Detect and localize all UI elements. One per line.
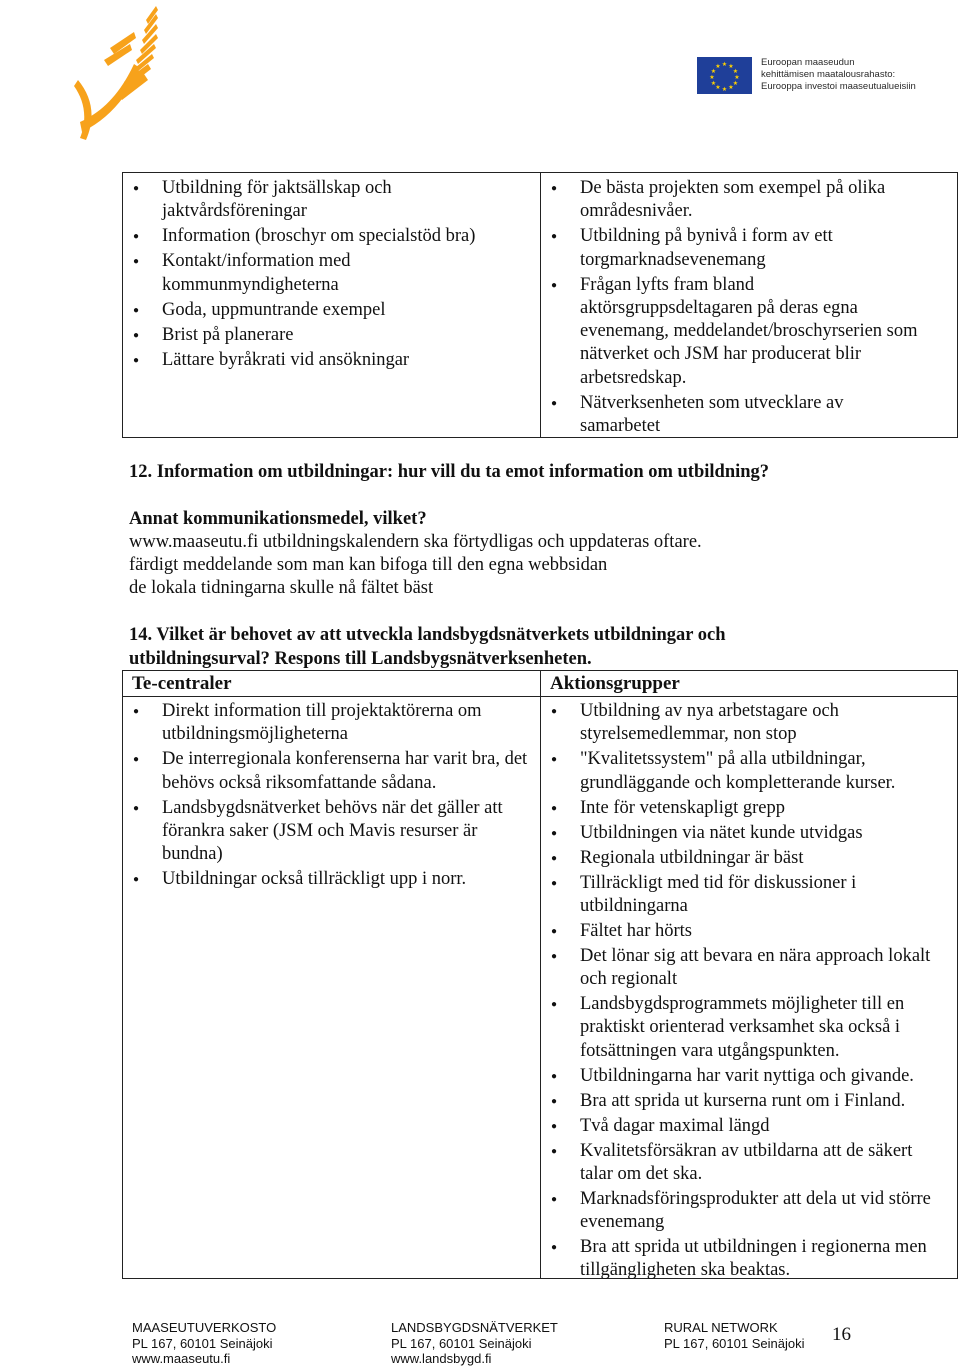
list-item: ● Goda, uppmuntrande exempel (123, 299, 540, 322)
table-header-row (123, 671, 957, 697)
list-item: ● Bra att sprida ut kurserna runt om i Finland. (541, 1090, 949, 1113)
list-item: ● Kontakt/information med kommunmyndigheterna (123, 250, 540, 297)
list-item: ● Regionala utbildningar är bäst (541, 847, 949, 870)
list-item: ● Kvalitetsförsäkran av utbildarna att de säkert talar om det ska. (541, 1140, 949, 1187)
footer-rural-network (664, 1320, 804, 1351)
svg-text:★: ★ (732, 68, 739, 75)
eu-funding-banner (697, 55, 937, 97)
list-item: ● Två dagar maximal längd (541, 1115, 949, 1138)
section-12-line: www.maaseutu.fi utbildningskalendern ska förtydligas och uppdateras oftare. (129, 532, 702, 552)
svg-text:★: ★ (709, 74, 715, 81)
footer-org-name: RURAL NETWORK (664, 1320, 778, 1335)
footer-address: PL 167, 60101 Seinäjoki (132, 1335, 273, 1351)
list-item: ● Marknadsföringsprodukter att dela ut vid större evenemang (541, 1188, 949, 1235)
footer-maaseutuverkosto (132, 1320, 276, 1367)
table-divider (540, 671, 541, 696)
list-item: ● Utbildningar också tillräckligt upp i norr. (123, 868, 532, 891)
maaseutuverkosto-logo (74, 2, 164, 142)
list-item: ● Utbildning på bynivå i form av ett torgmarknadsevenemang (541, 225, 957, 272)
feedback-table-bottom (122, 670, 958, 1279)
svg-text:★: ★ (715, 63, 721, 70)
svg-text:★: ★ (721, 61, 728, 68)
list-item: ● Fältet har hörts (541, 920, 949, 943)
list-item: ● Brist på planerare (123, 324, 540, 347)
list-item: ● Bra att sprida ut utbildningen i regionerna men tillgängligheten ska beaktas. (541, 1236, 949, 1283)
section-14-heading-cont: utbildningsurval? Respons till Landsbygsnätverksenheten. (129, 649, 592, 669)
list-item: ● Inte för vetenskapligt grepp (541, 797, 949, 820)
list-item: ● Utbildningarna har varit nyttiga och givande. (541, 1065, 949, 1088)
list-item: ● Frågan lyfts fram bland aktörsgruppsdeltagaren på deras egna evenemang, meddelandet/broschyrserien som nätverket och JSM har producerat blir arbetsredskap. (541, 274, 957, 390)
list-item: ● Landsbygdsnätverket behövs när det gäller att förankra saker (JSM och Mavis resurser är bundna) (123, 797, 532, 867)
list-item: ● "Kvalitetssystem" på alla utbildningar, grundläggande och kompletterande kurser. (541, 748, 949, 795)
list-item: ● Nätverksenheten som utvecklare av samarbetet (541, 392, 957, 439)
list-item: ● Direkt information till projektaktörerna om utbildningsmöjligheterna (123, 700, 532, 747)
footer-address: PL 167, 60101 Seinäjoki (391, 1335, 532, 1351)
list-item: ● Tillräckligt med tid för diskussioner i utbildningarna (541, 872, 949, 919)
svg-text:★: ★ (732, 80, 739, 87)
eu-funding-text (761, 57, 916, 93)
list-item: ● Information (broschyr om specialstöd bra) (123, 225, 540, 248)
eu-flag-icon (697, 57, 752, 94)
table-header-aktionsgrupper: Aktionsgrupper (550, 673, 680, 694)
svg-text:★: ★ (721, 86, 728, 93)
svg-text:★: ★ (710, 68, 717, 75)
svg-text:★: ★ (715, 84, 721, 91)
feedback-table-top (122, 172, 958, 438)
svg-text:★: ★ (734, 74, 740, 81)
table-header-te-centraler: Te-centraler (132, 673, 232, 694)
table-column-right (540, 696, 957, 1281)
table-column-left (123, 173, 540, 437)
table-column-left (123, 696, 540, 1278)
list-item: ● Utbildning av nya arbetstagare och styrelsemedlemmar, non stop (541, 700, 949, 747)
footer-org-name: MAASEUTUVERKOSTO (132, 1320, 277, 1335)
list-item: ● De interregionala konferenserna har varit bra, det behövs också riksomfattande sådana. (123, 748, 532, 795)
list-item: ● Landsbygdsprogrammets möjligheter till en praktiskt orienterad verksamhet ska också i fotsättningen vara utgångspunkten. (541, 993, 949, 1063)
page-number: 16 (832, 1324, 851, 1345)
section-14-heading: 14. Vilket är behovet av att utveckla landsbygdsnätverkets utbildningar och (129, 625, 726, 645)
section-12-line: färdigt meddelande som man kan bifoga till den egna webbsidan (129, 555, 608, 575)
svg-text:★: ★ (728, 84, 734, 91)
table-column-right (540, 173, 957, 437)
footer-landsbygdsnatverket (391, 1320, 558, 1367)
list-item: ● Utbildningen via nätet kunde utvidgas (541, 822, 949, 845)
list-item: ● Lättare byråkrati vid ansökningar (123, 349, 540, 372)
list-item: ● Det lönar sig att bevara en nära approach lokalt och regionalt (541, 945, 949, 992)
footer-website-link[interactable]: www.maaseutu.fi (132, 1351, 231, 1366)
svg-text:★: ★ (728, 63, 734, 70)
footer-address: PL 167, 60101 Seinäjoki (664, 1335, 805, 1351)
section-12-line: de lokala tidningarna skulle nå fältet bäst (129, 578, 434, 598)
section-12-heading: 12. Information om utbildningar: hur vill du ta emot information om utbildning? (129, 462, 770, 482)
list-item: ● Utbildning för jaktsällskap och jaktvårdsföreningar (123, 177, 540, 224)
eu-text-line: kehittämisen maatalousrahasto: (761, 69, 896, 80)
list-item: ● De bästa projekten som exempel på olika områdesnivåer. (541, 177, 957, 224)
svg-text:★: ★ (710, 80, 717, 87)
section-12-subheading: Annat kommunikationsmedel, vilket? (129, 509, 427, 529)
eu-text-line: Eurooppa investoi maaseutualueisiin (761, 81, 916, 92)
footer-org-name: LANDSBYGDSNÄTVERKET (391, 1320, 558, 1335)
eu-text-line: Euroopan maaseudun (761, 57, 855, 68)
footer-website-link[interactable]: www.landsbygd.fi (391, 1351, 492, 1366)
